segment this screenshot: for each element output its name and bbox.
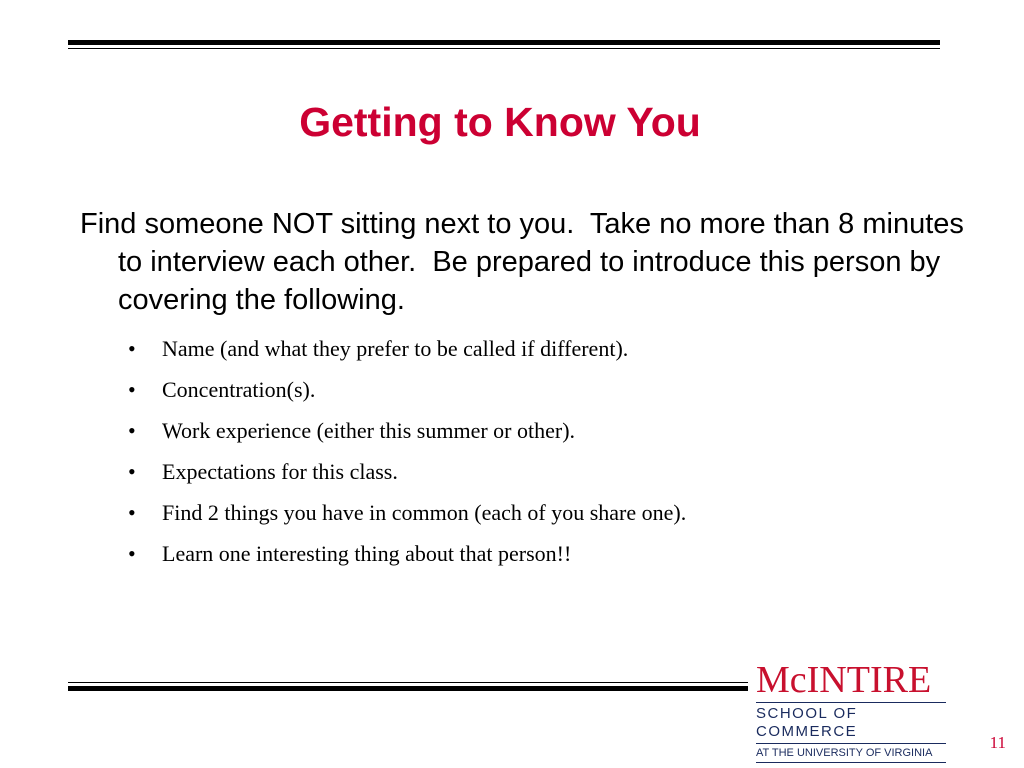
logo-wordmark: McINTIRE — [756, 659, 932, 701]
bullet-item — [128, 459, 908, 500]
bullet-list — [128, 336, 908, 582]
bullet-text: Concentration(s). — [162, 377, 316, 402]
bullet-text: Work experience (either this summer or other). — [162, 418, 576, 443]
mcintire-logo — [756, 660, 946, 763]
bullet-item — [128, 336, 908, 377]
bottom-divider-thick-line — [68, 686, 748, 691]
page-number: 11 — [989, 733, 1006, 752]
bullet-icon: • — [128, 459, 136, 484]
bullet-item — [128, 418, 908, 459]
bullet-icon: • — [128, 418, 136, 443]
bullet-text: Learn one interesting thing about that person!! — [162, 541, 572, 566]
bullet-icon: • — [128, 377, 136, 402]
bottom-divider — [68, 682, 748, 691]
bullet-item — [128, 500, 908, 541]
bullet-icon: • — [128, 500, 136, 525]
top-divider — [68, 40, 940, 49]
top-divider-thin-line — [68, 48, 940, 49]
bullet-text: Expectations for this class. — [162, 459, 398, 484]
bullet-text: Name (and what they prefer to be called if different). — [162, 336, 629, 361]
logo-university-line: AT THE UNIVERSITY OF VIRGINIA — [756, 743, 946, 763]
slide-title: Getting to Know You — [299, 99, 701, 145]
bullet-item — [128, 377, 908, 418]
logo-school-line: SCHOOL OF COMMERCE — [756, 702, 946, 741]
bullet-icon: • — [128, 336, 136, 361]
bullet-icon: • — [128, 541, 136, 566]
intro-paragraph: Find someone NOT sitting next to you. Take no more than 8 minutes to interview each other. Be prepared to introduce this person by covering the following. — [80, 208, 972, 316]
bullet-item — [128, 541, 908, 582]
bullet-text: Find 2 things you have in common (each of you share one). — [162, 500, 687, 525]
